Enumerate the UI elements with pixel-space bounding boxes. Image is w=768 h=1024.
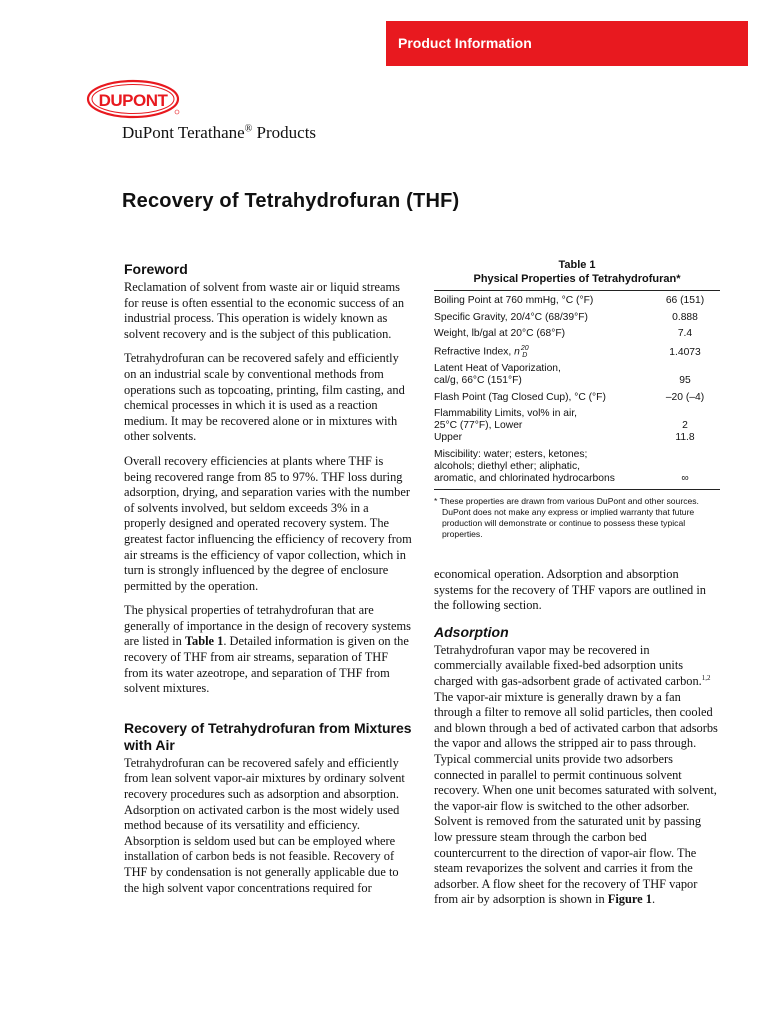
reference-superscript: 1,2	[701, 673, 711, 682]
recovery-air-heading: Recovery of Tetrahydrofuran from Mixtures with Air	[124, 719, 412, 753]
table1-caption	[434, 258, 720, 286]
row-label: Specific Gravity, 20/4°C (68/39°F)	[434, 311, 588, 323]
table1-title: Physical Properties of Tetrahydrofuran*	[473, 273, 681, 285]
para4-post: . Detailed information is given on the recovery of THF from air streams, separation of THF from its water azeotrope, and separation of THF from solvent mixtures.	[124, 634, 409, 696]
table1-number: Table 1	[558, 259, 596, 271]
banner-text: Product Information	[398, 35, 532, 51]
table1-reference: Table 1	[184, 634, 224, 649]
continuation-paragraph: economical operation. Adsorption and absorption systems for the recovery of THF vapors are outlined in the following section.	[434, 567, 706, 613]
dupont-logo	[85, 78, 181, 120]
table-row	[434, 295, 720, 307]
row-label: Latent Heat of Vaporization, cal/g, 66°C (151°F)	[434, 363, 561, 386]
table1-body	[434, 295, 720, 485]
row-value: ∞	[681, 472, 689, 484]
row-value: 0.888	[672, 311, 698, 323]
table1-bottom-rule	[434, 489, 720, 490]
row-value: 1.4073	[669, 346, 701, 358]
row-label: Weight, lb/gal at 20°C (68°F)	[434, 328, 566, 339]
table1-top-rule	[434, 290, 720, 291]
row-label: Boiling Point at 760 mmHg, °C (°F)	[434, 295, 594, 306]
para4-pre: The physical properties of tetrahydrofuran that are generally of importance in the design of recovery systems are listed in	[124, 603, 411, 649]
adsorption-text-2: The vapor-air mixture is generally drawn by a fan through a filter to remove all solid particles, then cooled and blown through a bed of activated carbon that adsorbs the vapor and allows the stripped air to pass through. Typical commercial units provide two adsorbers connected in parallel to permit continuous solvent recovery. When one unit becomes saturated with solvent, the vapor-air flow is switched to the other adsorber. Solvent is removed from the saturated unit by passing low pressure steam through the carbon bed countercurrent to the direction of vapor-air flow. The steam revaporizes the solvent and carries it from the adsorber. A flow sheet for the recovery of THF vapor from air by adsorption is shown in	[434, 689, 718, 907]
refractive-sup: 20	[520, 344, 529, 352]
table-row	[434, 408, 720, 444]
product-line-suffix: Products	[252, 123, 317, 142]
row-value: 7.4	[677, 328, 693, 339]
figure1-reference: Figure 1	[607, 892, 652, 907]
refractive-symbol: n	[514, 346, 520, 358]
table1-footnote: * These properties are drawn from various DuPont and other sources. DuPont does not make any express or implied warranty that future production will demonstrate or continue to possess these typical properties.	[434, 496, 699, 539]
refractive-conditions	[521, 345, 529, 359]
foreword-paragraph-1: Reclamation of solvent from waste air or liquid streams for reuse is often essential to the economic success of an industrial process. This operation is widely known as solvent recovery and is the subject of this publication.	[124, 280, 405, 341]
foreword-paragraph-3: Overall recovery efficiencies at plants where THF is being recovered range from 85 to 97%. THF loss during adsorption, drying, and separation varies with the number of solvents involved, but seldom exceeds 3% in a properly designed and operated recovery system. The greatest factor influencing the efficiency of recovery from air streams is the efficiency of vapor collection, which in turn is strongly influenced by the degree of enclosure permitted by the operation.	[124, 453, 412, 593]
foreword-paragraph-4	[124, 603, 412, 697]
row-label: Miscibility: water; esters, ketones; alcohols; diethyl ether; aliphatic, aromatic, and chlorinated hydrocarbons	[434, 448, 615, 484]
recovery-air-paragraph: Tetrahydrofuran can be recovered safely and efficiently from lean solvent vapor-air mixtures by ordinary solvent recovery procedures such as adsorption and absorption. Adsorption on activated carbon is the most widely used method because of its versatility and efficiency. Absorption is seldom used but can be employed where installation of carbon beds is not feasible. Recovery of THF by condensation is not generally applicable due to the high solvent vapor concentrations required for	[124, 755, 405, 895]
right-column	[434, 258, 720, 917]
adsorption-text-end: .	[651, 892, 656, 907]
table-row	[434, 328, 720, 340]
table-row-refractive-index	[434, 345, 720, 359]
refractive-label: Refractive Index,	[434, 346, 515, 358]
foreword-paragraph-2: Tetrahydrofuran can be recovered safely and efficiently on an industrial scale by conventional methods from operations such as topcoating, printing, film casting, and chemical processes in which it is used as a reaction medium. It may be recovered alone or in mixtures with other solvents.	[124, 351, 405, 444]
product-line-name: DuPont Terathane	[122, 123, 245, 142]
row-label	[434, 345, 529, 359]
adsorption-paragraph	[434, 643, 720, 908]
logo-text: DUPONT	[98, 91, 168, 110]
adsorption-text-1: Tetrahydrofuran vapor may be recovered in commercially available fixed-bed adsorption units charged with gas-adsorbent grade of activated carbon.	[434, 642, 702, 688]
document-title: Recovery of Tetrahydrofuran (THF)	[122, 190, 460, 212]
table-row	[434, 392, 720, 404]
product-information-banner	[386, 21, 748, 66]
row-label: Flash Point (Tag Closed Cup), °C (°F)	[434, 391, 606, 403]
row-value: –20 (–4)	[665, 391, 705, 403]
table-row	[434, 449, 720, 485]
row-value: 2 11.8	[675, 420, 695, 443]
adsorption-heading: Adsorption	[434, 623, 509, 640]
product-line	[122, 123, 316, 143]
table-row	[434, 312, 720, 324]
registered-mark: ®	[244, 123, 253, 135]
left-column	[124, 261, 412, 905]
row-value: 95	[679, 375, 691, 386]
row-value: 66 (151)	[665, 295, 705, 306]
refractive-sub: D	[522, 351, 528, 359]
foreword-heading: Foreword	[124, 261, 188, 277]
row-label: Flammability Limits, vol% in air, 25°C (77°F), Lower Upper	[434, 408, 578, 443]
table-row	[434, 363, 720, 387]
